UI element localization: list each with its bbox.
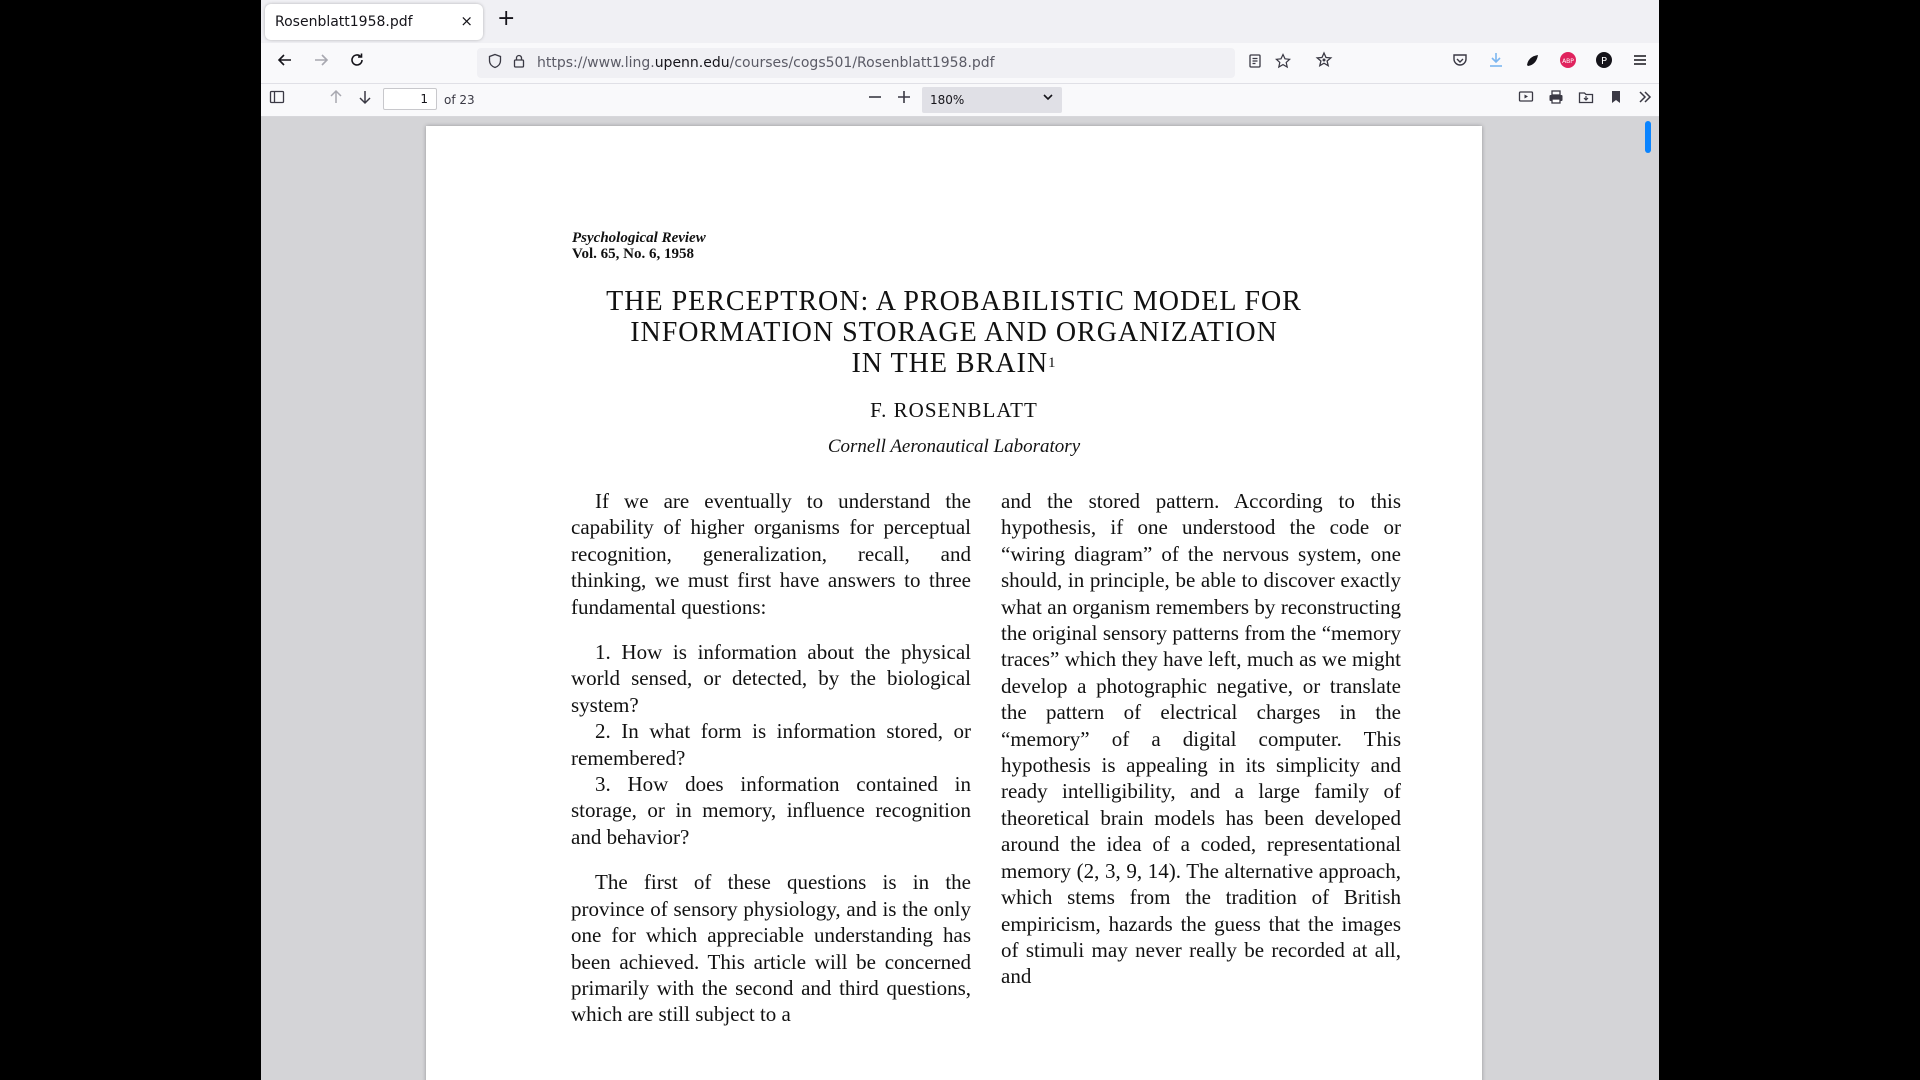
footnote-marker: 1 (1048, 355, 1057, 371)
paragraph: and the stored pattern. According to this hypothesis, if one understood the code or “wiring diagram” of the nervous system, one should, in principle, be able to discover exactly what an organism remembers by reconstructing the original sensory patterns from the “memory traces” which they have left, much as we might develop a photographic negative, or translate the pattern of electrical charges in the “memory” of a digital computer. This hypothesis is appealing in its simplicity and ready intelligibility, and a large family of theoretical brain models has been developed around the idea of a coded, representational memory (2, 3, 9, 14). The alternative approach, which stems from the tradition of British empiricism, hazards the guess that the images of stimuli may never really be recorded at all, and (1001, 489, 1401, 989)
journal-volume: Vol. 65, No. 6, 1958 (572, 246, 694, 262)
paragraph: If we are eventually to understand the capability of higher organisms for perceptual recognition, generalization, recall, and thinking, we must first have answers to three fundamental questions: (571, 489, 971, 619)
shield-icon[interactable] (485, 53, 505, 73)
pdf-viewer[interactable] (261, 117, 1659, 1080)
new-tab-button[interactable]: + (497, 6, 516, 31)
tools-chevron-icon[interactable] (1633, 88, 1657, 112)
paragraph: 2. In what form is information stored, or remembered? (571, 719, 971, 770)
paragraph: 1. How is information about the physical world sensed, or detected, by the biological system? (571, 640, 971, 717)
zoom-select[interactable] (922, 87, 1062, 113)
paper-title (526, 286, 1382, 379)
zoom-value: 180% (930, 93, 965, 107)
bookmark-icon[interactable] (1604, 88, 1628, 112)
tab-strip (261, 0, 1659, 43)
url-text[interactable]: https://www.ling.upenn.edu/courses/cogs501/Rosenblatt1958.pdf (537, 55, 995, 71)
forward-arrow-icon[interactable] (309, 51, 333, 75)
journal-name: Psychological Review (572, 230, 706, 246)
page-number-input[interactable] (383, 88, 437, 110)
profile-avatar-icon[interactable] (1592, 51, 1616, 75)
presentation-mode-icon[interactable] (1514, 88, 1538, 112)
paragraph: The first of these questions is in the province of sensory physiology, and is the only one for which appreciable understanding has been achieved. This article will be concerned primarily with the second and third questions, which are still subject to a (571, 870, 971, 1027)
navigation-toolbar (261, 43, 1659, 84)
pocket-icon[interactable] (1448, 51, 1472, 75)
reload-icon[interactable] (345, 51, 369, 75)
pdf-page (426, 126, 1482, 1080)
tab-active[interactable] (265, 4, 483, 40)
browser-window (261, 0, 1659, 1080)
paragraph: 3. How does information contained in storage, or in memory, influence recognition and behavior? (571, 772, 971, 849)
chevron-down-icon (1042, 91, 1054, 106)
lock-icon[interactable] (509, 53, 529, 73)
previous-page-icon[interactable] (324, 88, 348, 112)
pdf-toolbar (261, 84, 1659, 117)
text-column-left (571, 488, 971, 1028)
sidebar-toggle-icon[interactable] (265, 88, 289, 112)
author-affiliation: Cornell Aeronautical Laboratory (827, 436, 1081, 457)
hamburger-menu-icon[interactable] (1628, 51, 1652, 75)
address-bar[interactable] (477, 48, 1235, 78)
tab-title: Rosenblatt1958.pdf (275, 14, 413, 30)
save-download-icon[interactable] (1574, 88, 1598, 112)
next-page-icon[interactable] (353, 88, 377, 112)
title-line: THE PERCEPTRON: A PROBABILISTIC MODEL FOR (606, 286, 1302, 317)
reader-view-icon[interactable] (1245, 53, 1265, 73)
page-count-label: of 23 (444, 93, 475, 107)
svg-text:P: P (1600, 56, 1608, 67)
extension-leaf-icon[interactable] (1520, 51, 1544, 75)
text-column-right (1001, 488, 1401, 990)
print-icon[interactable] (1544, 88, 1568, 112)
zoom-out-icon[interactable] (863, 88, 887, 112)
downloads-icon[interactable] (1484, 51, 1508, 75)
title-line: INFORMATION STORAGE AND ORGANIZATION (630, 317, 1278, 348)
title-line: IN THE BRAIN$^1$ (851, 348, 1057, 379)
close-tab-icon[interactable]: × (460, 12, 473, 30)
bookmark-star-icon[interactable] (1273, 53, 1293, 73)
scrollbar-thumb[interactable] (1645, 121, 1651, 153)
adblock-icon[interactable] (1556, 51, 1580, 75)
extension-puzzle-icon[interactable] (1312, 51, 1336, 75)
author-name: F. ROSENBLATT (870, 398, 1038, 422)
zoom-in-icon[interactable] (892, 88, 916, 112)
svg-text:ABP: ABP (1562, 58, 1574, 65)
back-arrow-icon[interactable] (273, 51, 297, 75)
